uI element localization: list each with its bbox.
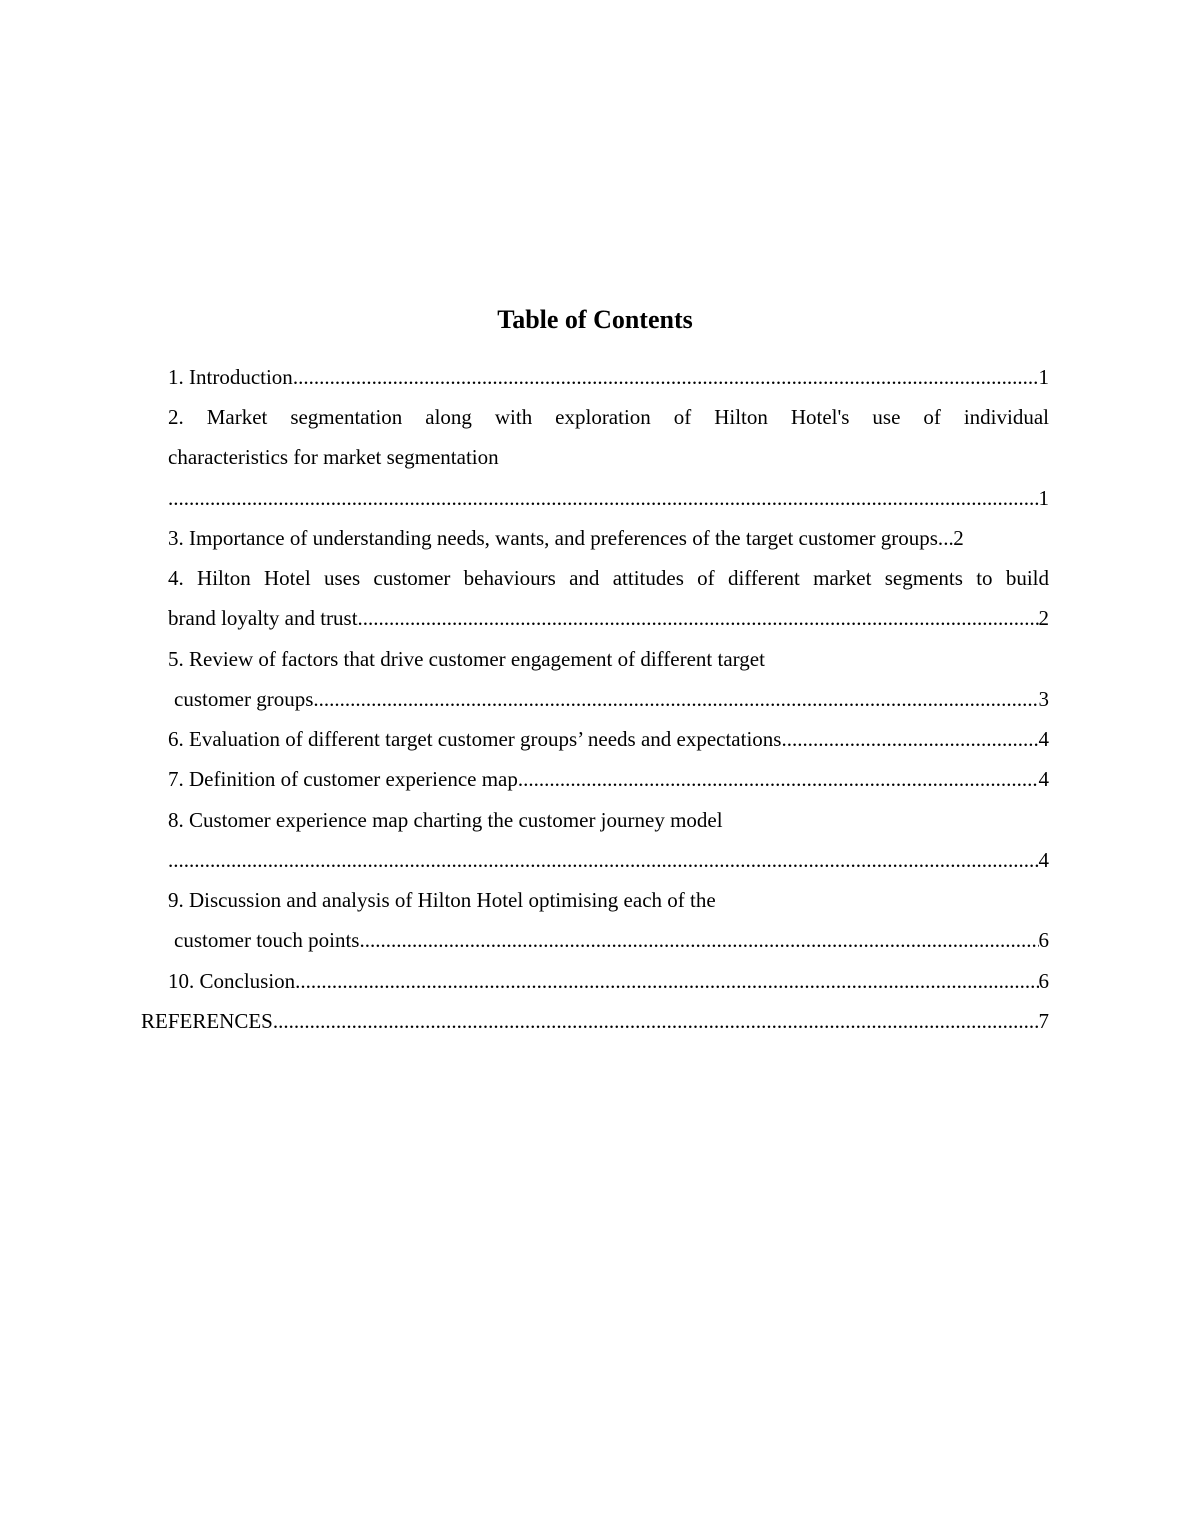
toc-entry-market-segmentation[interactable] (168, 397, 1049, 437)
toc-page-number: 7 (1038, 1009, 1049, 1033)
toc-entry-discussion-cont[interactable] (168, 920, 1049, 960)
toc-page-number: 6 (1038, 928, 1049, 952)
toc-entry-label: 1. Introduction (168, 365, 293, 389)
toc-leader-dots (518, 759, 1039, 799)
toc-page-number: 4 (1038, 727, 1049, 751)
toc-leader-dots (313, 679, 1038, 719)
toc-title: Table of Contents (497, 305, 693, 334)
toc-entry-customer-engagement[interactable] (168, 639, 1049, 679)
toc-entry-label: 5. Review of factors that drive customer engagement of different target (168, 647, 765, 671)
toc-entry-discussion[interactable] (168, 880, 1049, 920)
toc-entry-label: REFERENCES (141, 1009, 273, 1033)
toc-entry-evaluation[interactable] (168, 719, 1049, 759)
toc-entry-market-segmentation-cont[interactable] (168, 437, 1049, 477)
toc-entry-introduction[interactable] (168, 357, 1049, 397)
toc-entry-journey-model-page[interactable] (168, 840, 1049, 880)
toc-leader-dots (295, 961, 1038, 1001)
toc-page-number: 4 (1038, 767, 1049, 791)
toc-leader-dots (273, 1001, 1039, 1041)
toc-entry-label: 3. Importance of understanding needs, wants, and preferences of the target customer groups. (168, 526, 944, 550)
toc-entry-brand-loyalty-cont[interactable] (168, 598, 1049, 638)
toc-entry-market-segmentation-page[interactable] (168, 478, 1049, 518)
toc-entry-label-cont: brand loyalty and trust (168, 606, 358, 630)
toc-page-number: 2 (953, 526, 964, 550)
toc-page-number: 4 (1038, 848, 1049, 872)
toc-entry-conclusion[interactable] (168, 961, 1049, 1001)
toc-page-number: 2 (1038, 606, 1049, 630)
toc-entry-customer-engagement-cont[interactable] (168, 679, 1049, 719)
toc-leader-dots (168, 840, 1039, 880)
toc-page-number: 6 (1038, 969, 1049, 993)
toc-page-number: 1 (1038, 486, 1049, 510)
toc-entry-label: 9. Discussion and analysis of Hilton Hotel optimising each of the (168, 888, 716, 912)
toc-entry-label: 7. Definition of customer experience map (168, 767, 518, 791)
toc-leader-dots (359, 920, 1038, 960)
toc-page-number: 1 (1038, 365, 1049, 389)
toc-entry-label-cont: characteristics for market segmentation (168, 445, 499, 469)
toc-leader-dots (293, 357, 1039, 397)
toc-entry-journey-model[interactable] (168, 800, 1049, 840)
toc-entry-label: 2. Market segmentation along with exploration of Hilton Hotel's use of individual (168, 405, 1049, 429)
toc-page-number: 3 (1038, 687, 1049, 711)
toc-leader-dots (358, 598, 1039, 638)
toc-entry-label: 10. Conclusion (168, 969, 296, 993)
toc-leader-dots (943, 518, 953, 558)
toc-entry-label: 8. Customer experience map charting the customer journey model (168, 808, 723, 832)
toc-entry-label-cont: customer groups (174, 687, 314, 711)
toc-entry-references[interactable] (141, 1001, 1049, 1041)
toc-entry-label: 6. Evaluation of different target customer groups’ needs and expectations (168, 727, 782, 751)
toc-entry-brand-loyalty[interactable] (168, 558, 1049, 598)
toc-leader-dots (781, 719, 1038, 759)
toc-entry-label: 4. Hilton Hotel uses customer behaviours and attitudes of different market segments to build (168, 566, 1049, 590)
toc-entry-importance[interactable] (168, 518, 1049, 558)
toc-entry-definition[interactable] (168, 759, 1049, 799)
toc-entry-label-cont: customer touch points (174, 928, 360, 952)
toc-leader-dots (168, 478, 1039, 518)
